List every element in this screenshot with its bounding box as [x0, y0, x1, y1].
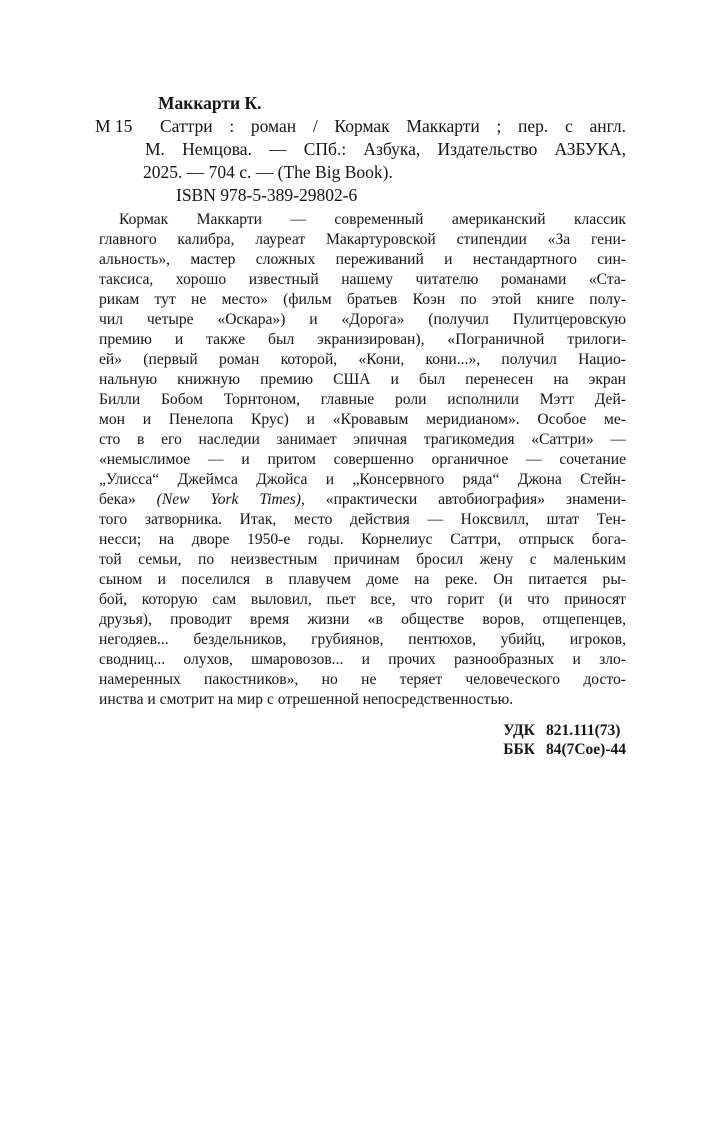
annotation-line: того затворника. Итак, место действия — Ноксвилл, штат Тен-: [99, 511, 626, 528]
annotation-line: „Улисса“ Джеймса Джойса и „Консервного ряда“ Джона Стейн-: [99, 471, 626, 488]
annotation-line: нальную книжную премию США и был перенесен на экран: [99, 371, 626, 388]
annotation-line: инства и смотрит на мир с отрешенной непосредственностью.: [99, 691, 514, 708]
cip-block: [95, 92, 626, 207]
annotation-line: рикам тут не место» (фильм братьев Коэн по этой книге полу-: [99, 291, 626, 308]
annotation-line: намеренных пакостников», но не теряет человеческого досто-: [99, 671, 626, 688]
annotation-line: бека» (New York Times), «практически автобиография» знамени-: [99, 491, 627, 508]
annotation-line: сводниц... олухов, шмаровозов... и прочих разнообразных и зло-: [99, 651, 626, 668]
text-column: [95, 92, 627, 759]
cip-entry-line-1: Саттри : роман / Кормак Маккарти ; пер. с англ.: [160, 116, 626, 136]
cip-entry-line-3: 2025. — 704 с. — (The Big Book).: [143, 162, 393, 182]
annotation-line: сыном и поселился в плавучем доме на реке. Он питается ры-: [99, 571, 626, 588]
annotation-line: сто в его наследии занимает эпичная трагикомедия «Саттри» —: [99, 431, 626, 448]
annotation-line: таксиса, хорошо известный нашему читателю романами «Ста-: [99, 271, 626, 288]
annotation-line: негодяев... бездельников, грубиянов, пентюхов, убийц, игроков,: [99, 631, 626, 648]
cip-entry-line-2: М. Немцова. — СПб.: Азбука, Издательство АЗБУКА,: [145, 139, 626, 159]
annotation-paragraph: [99, 210, 626, 710]
annotation-line: главного калибра, лауреат Макартуровской стипендии «За гени-: [99, 231, 626, 248]
udc-label: УДК: [503, 722, 535, 739]
annotation-line: Кормак Маккарти — современный американский классик: [119, 211, 626, 228]
annotation-line: той семьи, по неизвестным причинам бросил жену с маленьким: [99, 551, 626, 568]
classification-codes: [503, 721, 626, 759]
bbk-label: ББК: [503, 741, 535, 758]
annotation-line: альность», мастер сложных переживаний и нестандартного син-: [99, 251, 626, 268]
author-mark: М 15: [95, 116, 133, 136]
annotation-line: друзья), проводит время жизни «в обществе воров, отщепенцев,: [99, 611, 626, 628]
annotation-line: премию и также был экранизирован), «Пограничной трилоги-: [99, 331, 626, 348]
annotation-line: бой, которую сам выловил, пьет все, что горит (и что приносят: [99, 591, 626, 608]
author-heading: Маккарти К.: [158, 93, 262, 113]
annotation-line: несси; на дворе 1950-е годы. Корнелиус Саттри, отпрыск бога-: [99, 531, 626, 548]
annotation-line: ей» (первый роман которой, «Кони, кони...», получил Нацио-: [99, 351, 626, 368]
bbk-value: 84(7Сое)-44: [545, 741, 626, 758]
isbn-line: ISBN 978-5-389-29802-6: [176, 185, 358, 205]
annotation-line: чил четыре «Оскара») и «Дорога» (получил Пулитцеровскую: [99, 311, 626, 328]
cip-entry: [95, 115, 626, 207]
annotation-line: «немыслимое — и притом совершенно органичное — сочетание: [99, 451, 626, 468]
annotation-line: мон и Пенелопа Крус) и «Кровавым меридианом». Особое ме-: [99, 411, 626, 428]
udc-value: 821.111(73): [545, 722, 621, 739]
annotation-line: Билли Бобом Торнтоном, главные роли исполнили Мэтт Дей-: [99, 391, 626, 408]
